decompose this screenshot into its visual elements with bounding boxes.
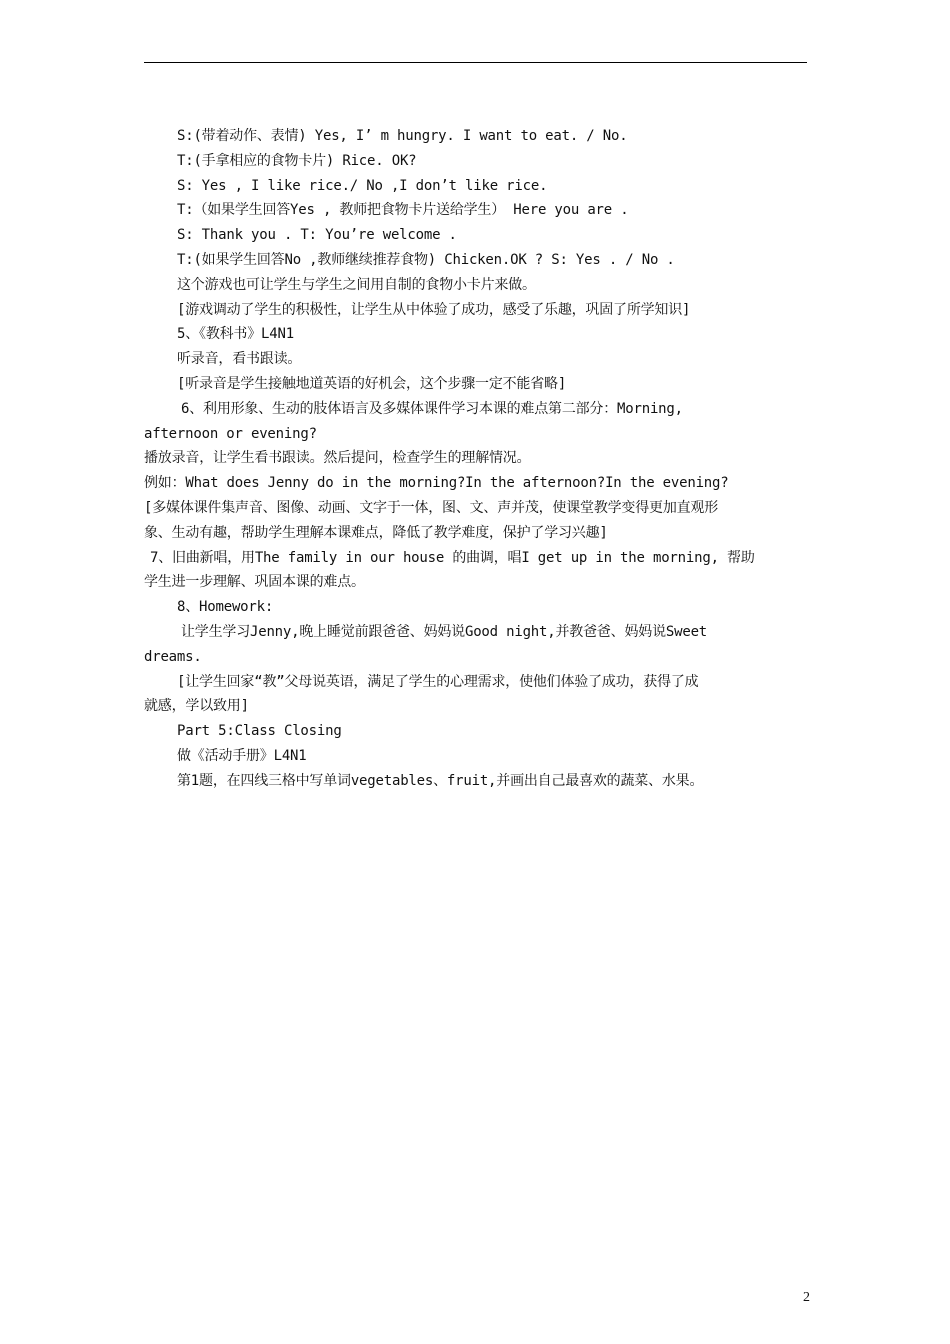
page-number: 2 (803, 1290, 810, 1305)
text-line: 就感，学以致用] (144, 698, 249, 715)
document-body (144, 124, 807, 794)
text-line: 象、生动有趣，帮助学生理解本课难点，降低了教学难度，保护了学习兴趣] (144, 524, 608, 541)
section-heading: 8、Homework: (177, 599, 274, 616)
text-line: [让学生回家“教”父母说英语，满足了学生的心理需求，使他们体验了成功，获得了成 (177, 673, 699, 690)
text-line: 这个游戏也可让学生与学生之间用自制的食物小卡片来做。 (177, 276, 536, 293)
header-rule (144, 62, 807, 63)
text-line: [多媒体课件集声音、图像、动画、文字于一体，图、文、声并茂，使课堂教学变得更加直观形 (144, 499, 719, 516)
text-line: dreams. (144, 648, 202, 665)
text-line: T:（如果学生回答Yes , 教师把食物卡片送给学生） Here you are . (177, 202, 629, 219)
section-heading: 5、《教科书》L4N1 (177, 326, 294, 343)
text-line: afternoon or evening? (144, 425, 317, 442)
section-heading: 6、利用形象、生动的肢体语言及多媒体课件学习本课的难点第二部分：Morning, (181, 400, 683, 417)
text-line: S: Yes , I like rice./ No ,I don’t like rice. (177, 177, 548, 194)
section-heading: 7、旧曲新唱，用The family in our house 的曲调，唱I get up in the morning, 帮助 (150, 549, 755, 566)
text-line: 播放录音，让学生看书跟读。然后提问，检查学生的理解情况。 (144, 450, 531, 467)
text-line: 听录音，看书跟读。 (177, 351, 302, 368)
text-line: 做《活动手册》L4N1 (177, 747, 307, 764)
text-line: [听录音是学生接触地道英语的好机会，这个步骤一定不能省略] (177, 375, 567, 392)
text-line: 例如：What does Jenny do in the morning?In the afternoon?In the evening? (144, 475, 729, 492)
text-line: S:(带着动作、表情) Yes, I’ m hungry. I want to eat. / No. (177, 128, 628, 144)
text-line: T:(如果学生回答No ,教师继续推荐食物) Chicken.OK ? S: Yes . / No . (177, 251, 675, 268)
text-line: T:(手拿相应的食物卡片) Rice. OK? (177, 152, 417, 169)
section-heading: Part 5:Class Closing (177, 723, 342, 740)
text-line: 第1题，在四线三格中写单词vegetables、fruit,并画出自己最喜欢的蔬菜、水果。 (177, 772, 704, 789)
text-line: 学生进一步理解、巩固本课的难点。 (144, 574, 365, 591)
text-line: 让学生学习Jenny,晚上睡觉前跟爸爸、妈妈说Good night,并教爸爸、妈妈说Sweet (181, 623, 708, 640)
text-line: [游戏调动了学生的积极性，让学生从中体验了成功，感受了乐趣，巩固了所学知识] (177, 301, 691, 318)
text-line: S: Thank you . T: You’re welcome . (177, 227, 457, 244)
